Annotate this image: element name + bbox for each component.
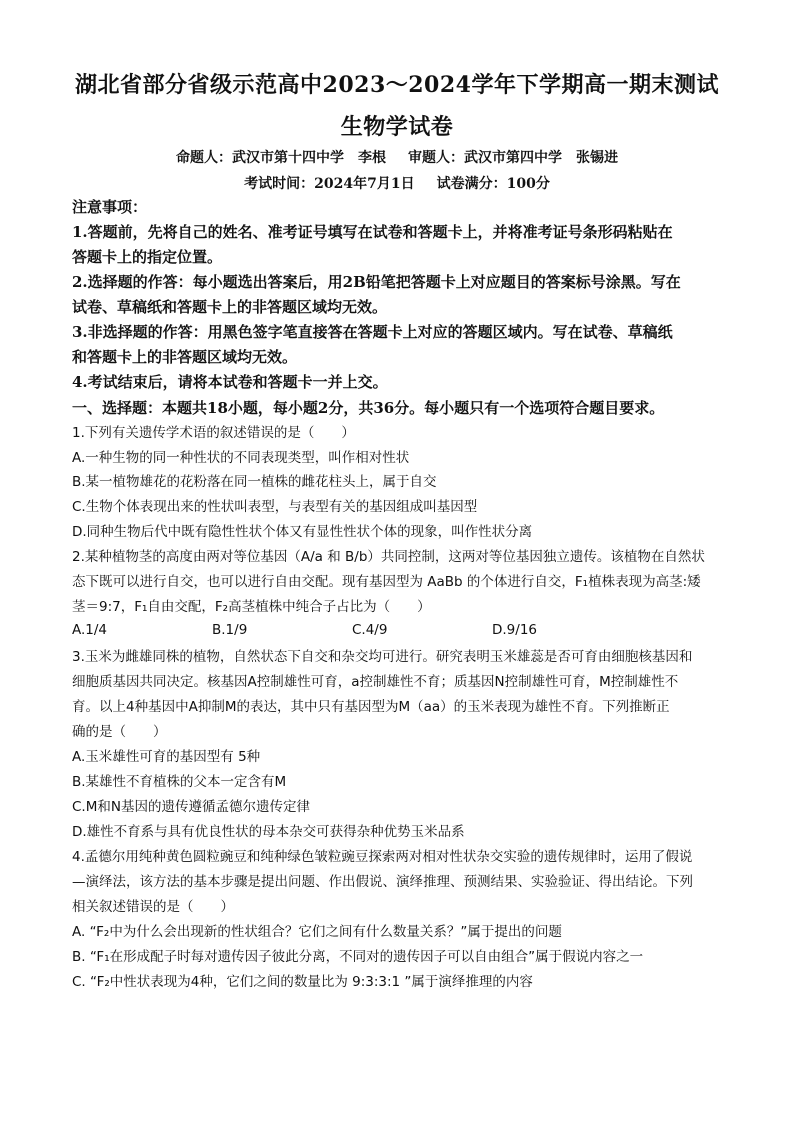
question-option: B.某雄性不育植株的父本一定含有M — [72, 774, 287, 790]
question-stem: 育。以上4种基因中A抑制M的表达，其中只有基因型为M（aa）的玉米表现为雄性不育。下列推断正 — [72, 699, 670, 715]
question-option: A.一种生物的同一种性状的不同表现类型，叫作相对性状 — [72, 450, 410, 466]
full-score: 试卷满分：100分 — [436, 176, 550, 192]
author-text: 命题人：武汉市第十四中学 李根 — [176, 150, 386, 166]
question-option: A. “F₂中为什么会出现新的性状组合？它们之间有什么数量关系？”属于提出的问题 — [72, 924, 562, 940]
notice-line: 2.选择题的作答：每小题选出答案后，用2B铅笔把答题卡上对应题目的答案标号涂黑。写在 — [72, 273, 681, 291]
exam-title: 湖北省部分省级示范高中2023～2024学年下学期高一期末测试 — [75, 72, 719, 98]
question-stem: —演绎法，该方法的基本步骤是提出问题、作出假说、演绎推理、预测结果、实验验证、得出结论。下列 — [72, 874, 693, 890]
notice-line: 3.非选择题的作答：用黑色签字笔直接答在答题卡上对应的答题区域内。写在试卷、草稿纸 — [72, 323, 673, 341]
question-option: A.1/4 — [72, 622, 108, 638]
question-option: C. “F₂中性状表现为4种，它们之间的数量比为 9:3:3:1 ”属于演绎推理的内容 — [72, 974, 533, 990]
question-stem: 相关叙述错误的是（ ） — [72, 899, 234, 915]
question-option: B.某一植物雄花的花粉落在同一植株的雌花柱头上，属于自交 — [72, 474, 437, 490]
notice-line: 和答题卡上的非答题区域均无效。 — [72, 348, 298, 366]
question-stem: 2.某种植物茎的高度由两对等位基因（A/a 和 B/b）共同控制，这两对等位基因独立遗传。该植物在自然状 — [72, 549, 705, 565]
question-stem: 3.玉米为雌雄同株的植物，自然状态下自交和杂交均可进行。研究表明玉米雄蕊是否可育由细胞核基因和 — [72, 649, 693, 665]
question-option: B. “F₁在形成配子时每对遗传因子彼此分离，不同对的遗传因子可以自由组合”属于假说内容之一 — [72, 949, 644, 965]
question-stem: 1.下列有关遗传学术语的叙述错误的是（ ） — [72, 425, 355, 441]
question-stem: 态下既可以进行自交，也可以进行自由交配。现有基因型为 AaBb 的个体进行自交，F₁植株表现为高茎:矮 — [72, 574, 701, 590]
authors-line — [0, 147, 794, 167]
exam-time: 考试时间：2024年7月1日 — [244, 176, 415, 192]
notice-heading: 注意事项： — [72, 198, 148, 216]
question-option: C.4/9 — [352, 622, 388, 638]
notice-line: 试卷、草稿纸和答题卡上的非答题区域均无效。 — [72, 298, 388, 316]
question-option: D.雄性不育系与具有优良性状的母本杂交可获得杂种优势玉米品系 — [72, 824, 465, 840]
question-option: A.玉米雄性可育的基因型有 5种 — [72, 749, 261, 765]
question-stem: 确的是（ ） — [72, 724, 167, 740]
exam-subtitle: 生物学试卷 — [340, 114, 454, 140]
question-options-row — [72, 622, 732, 642]
question-option: B.1/9 — [212, 622, 248, 638]
question-option: D.同种生物后代中既有隐性性状个体又有显性性状个体的现象，叫作性状分离 — [72, 524, 533, 540]
notice-line: 1.答题前，先将自己的姓名、准考证号填写在试卷和答题卡上，并将准考证号条形码粘贴在 — [72, 223, 673, 241]
notice-line: 答题卡上的指定位置。 — [72, 248, 223, 266]
reviewer-text: 审题人：武汉市第四中学 张锡进 — [408, 150, 618, 166]
question-stem: 细胞质基因共同决定。核基因A控制雄性可育，a控制雄性不育；质基因N控制雄性可育，M控制雄性不 — [72, 674, 679, 690]
question-option: C.生物个体表现出来的性状叫表型，与表型有关的基因组成叫基因型 — [72, 499, 478, 515]
question-stem: 4.孟德尔用纯种黄色圆粒豌豆和纯种绿色皱粒豌豆探索两对相对性状杂交实验的遗传规律时，运用了假说 — [72, 849, 693, 865]
question-option: C.M和N基因的遗传遵循孟德尔遗传定律 — [72, 799, 310, 815]
notice-line: 4.考试结束后，请将本试卷和答题卡一并上交。 — [72, 373, 388, 391]
question-option: D.9/16 — [492, 622, 538, 638]
exam-info-line — [0, 173, 794, 193]
section-heading: 一、选择题：本题共18小题，每小题2分，共36分。每小题只有一个选项符合题目要求。 — [72, 399, 665, 417]
question-stem: 茎＝9:7，F₁自由交配，F₂高茎植株中纯合子占比为（ ） — [72, 599, 431, 615]
